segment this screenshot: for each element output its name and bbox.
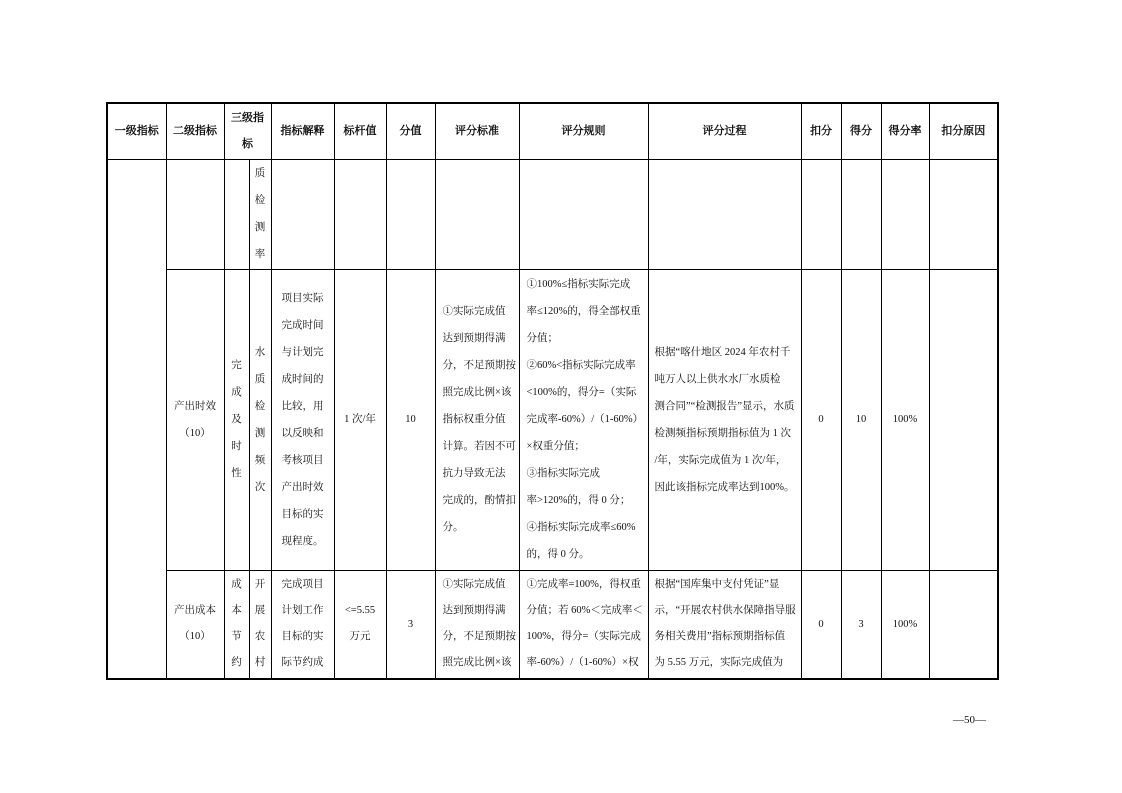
level2-line: 产出时效 <box>174 400 216 412</box>
criteria-line: 分。 <box>442 522 464 533</box>
rules-line: <100%的，得分=（实际 <box>526 387 637 398</box>
cell-process <box>648 269 801 570</box>
cell-explanation <box>271 159 334 269</box>
scoring-rules <box>520 271 648 568</box>
header-score-value: 分值 <box>386 103 435 159</box>
rules-line: ①完成率=100%，得权重 <box>526 579 641 591</box>
benchmark-line: 万元 <box>349 631 371 643</box>
score-rate: 100% <box>892 618 918 630</box>
rules-line: 率>120%的，得 0 分； <box>526 495 631 506</box>
header-level3-label: 三级指标 <box>231 112 264 151</box>
rules-line: 率≤120%的，得全部权重 <box>526 306 641 317</box>
process-line: 根据“国库集中支付凭证”显 <box>654 579 780 591</box>
score: 3 <box>858 618 864 630</box>
cell-rules <box>519 570 648 679</box>
header-score-rate: 得分率 <box>881 103 929 159</box>
rules-line: ③指标实际完成 <box>526 468 600 479</box>
cell-criteria <box>435 570 519 679</box>
cell-level3b <box>249 570 271 679</box>
criteria-line: 照完成比例×该 <box>442 387 512 398</box>
level3-indicator-name: 开展农村 <box>254 579 266 669</box>
level2-indicator <box>167 598 224 650</box>
level3-group-name: 完成及时性 <box>231 360 242 479</box>
explanation-line: 项目实际 <box>281 292 324 304</box>
level3-group-name: 成本节约 <box>231 579 242 669</box>
score-value: 3 <box>407 618 414 630</box>
rules-line: 率-60%）/（1-60%）×权 <box>526 657 639 669</box>
cell-level1 <box>107 159 166 679</box>
explanation-line: 与计划完 <box>281 346 324 358</box>
cell-score-rate <box>881 159 929 269</box>
page-number: —50— <box>953 714 986 726</box>
cell-score-rate <box>881 570 929 679</box>
criteria-line: 达到预期得满 <box>442 333 506 344</box>
cell-level2 <box>166 269 224 570</box>
cell-deduction <box>801 570 841 679</box>
process-line: 测合同”“检测报告”显示，水质 <box>654 400 795 412</box>
cell-deduction <box>801 159 841 269</box>
explanation-line: 际节约成 <box>281 657 324 669</box>
explanation-line: 计划工作 <box>281 605 324 617</box>
benchmark-value <box>335 598 386 650</box>
header-level1: 一级指标 <box>107 103 166 159</box>
level3-indicator-name: 水质检测频次 <box>254 346 266 493</box>
explanation-line: 完成时间 <box>281 319 324 331</box>
header-deduction-reason: 扣分原因 <box>929 103 998 159</box>
process-line: 因此该指标完成率达到100%。 <box>654 481 795 493</box>
cell-score-rate <box>881 269 929 570</box>
rules-line: 分值； <box>526 333 558 344</box>
cell-process <box>648 159 801 269</box>
level3-indicator-name: 质检测率 <box>254 168 266 260</box>
rules-line: 分值；若 60%＜完成率＜ <box>526 605 643 617</box>
cell-score-value <box>386 269 435 570</box>
level2-line: （10） <box>179 427 211 439</box>
cell-score-value <box>386 570 435 679</box>
explanation-line: 以反映和 <box>281 427 324 439</box>
criteria-line: 分，不足预期按 <box>442 631 516 643</box>
indicator-explanation <box>272 285 334 555</box>
level2-line: （10） <box>179 631 211 643</box>
cell-level3b <box>249 269 271 570</box>
cell-score <box>841 570 881 679</box>
level2-line: 产出成本 <box>174 605 216 617</box>
scoring-criteria <box>436 572 519 676</box>
cell-benchmark <box>334 159 386 269</box>
benchmark-value <box>335 406 386 433</box>
scoring-rules <box>520 572 648 676</box>
rules-line: ①100%≤指标实际完成 <box>526 279 631 290</box>
cell-level3b <box>249 159 271 269</box>
performance-evaluation-table <box>106 102 999 680</box>
cell-explanation <box>271 269 334 570</box>
table-row <box>107 570 998 679</box>
table-row <box>107 269 998 570</box>
rules-line: ④指标实际完成率≤60% <box>526 522 636 533</box>
cell-deduction-reason <box>929 570 998 679</box>
process-line: 为 5.55 万元，实际完成值为 <box>654 657 784 669</box>
cell-score-value <box>386 159 435 269</box>
criteria-line: 完成的，酌情扣 <box>442 495 516 506</box>
criteria-line: 分，不足预期按 <box>442 360 516 371</box>
cell-level2 <box>166 570 224 679</box>
rules-line: 的，得 0 分。 <box>526 549 590 560</box>
criteria-line: ①实际完成值 <box>442 579 506 591</box>
benchmark-line: 1 次/年 <box>344 414 376 425</box>
header-level2: 二级指标 <box>166 103 224 159</box>
explanation-line: 产出时效 <box>281 481 324 493</box>
cell-score <box>841 269 881 570</box>
cell-process <box>648 570 801 679</box>
cell-explanation <box>271 570 334 679</box>
criteria-line: 照完成比例×该 <box>442 657 512 669</box>
rules-line: 完成率-60%）/（1-60%） <box>526 414 644 425</box>
header-rules: 评分规则 <box>519 103 648 159</box>
cell-benchmark <box>334 570 386 679</box>
cell-level3a <box>224 159 249 269</box>
cell-criteria <box>435 159 519 269</box>
cell-rules <box>519 269 648 570</box>
process-line: 务相关费用”指标预期指标值 <box>654 631 786 643</box>
scoring-process <box>649 339 801 501</box>
cell-deduction <box>801 269 841 570</box>
header-criteria: 评分标准 <box>435 103 519 159</box>
cell-level3a <box>224 570 249 679</box>
cell-criteria <box>435 269 519 570</box>
process-line: 吨万人以上供水水厂水质检 <box>654 373 781 385</box>
score-value: 10 <box>405 414 416 425</box>
rules-line: ②60%<指标实际完成率 <box>526 360 636 371</box>
deduction-value: 0 <box>818 618 824 630</box>
criteria-line: 指标权重分值 <box>442 414 506 425</box>
rules-line: 100%，得分=（实际完成 <box>526 631 641 643</box>
criteria-line: 计算。若因不可 <box>442 441 516 452</box>
header-score: 得分 <box>841 103 881 159</box>
header-level3 <box>224 103 271 159</box>
cell-level3a <box>224 269 249 570</box>
cell-level2 <box>166 159 224 269</box>
cell-deduction-reason <box>929 269 998 570</box>
process-line: /年，实际完成值为 1 次/年， <box>654 454 787 466</box>
process-line: 根据“喀什地区 2024 年农村千 <box>654 346 791 358</box>
indicator-explanation <box>272 572 334 676</box>
explanation-line: 比较，用 <box>281 400 324 412</box>
scoring-criteria <box>436 298 519 541</box>
deduction-value: 0 <box>818 414 824 425</box>
explanation-line: 目标的实 <box>281 631 324 643</box>
cell-deduction-reason <box>929 159 998 269</box>
header-benchmark: 标杆值 <box>334 103 386 159</box>
cell-benchmark <box>334 269 386 570</box>
explanation-line: 考核项目 <box>281 454 324 466</box>
header-explanation: 指标解释 <box>271 103 334 159</box>
explanation-line: 完成项目 <box>281 579 324 591</box>
score: 10 <box>855 414 867 425</box>
criteria-line: 抗力导致无法 <box>442 468 506 479</box>
benchmark-line: <=5.55 <box>344 605 376 617</box>
header-deduction: 扣分 <box>801 103 841 159</box>
cell-score <box>841 159 881 269</box>
criteria-line: ①实际完成值 <box>442 306 506 317</box>
rules-line: ×权重分值； <box>526 441 585 452</box>
process-line: 检测频指标预期指标值为 1 次 <box>654 427 791 439</box>
header-process: 评分过程 <box>648 103 801 159</box>
score-rate: 100% <box>892 414 918 425</box>
header-row <box>107 103 998 159</box>
process-line: 示，“开展农村供水保障指导服 <box>654 605 796 617</box>
cell-rules <box>519 159 648 269</box>
explanation-line: 成时间的 <box>281 373 324 385</box>
criteria-line: 达到预期得满 <box>442 605 506 617</box>
explanation-line: 目标的实 <box>281 508 324 520</box>
table-row <box>107 159 998 269</box>
level2-indicator <box>167 393 224 447</box>
explanation-line: 现程度。 <box>281 535 324 547</box>
scoring-process <box>649 572 801 676</box>
